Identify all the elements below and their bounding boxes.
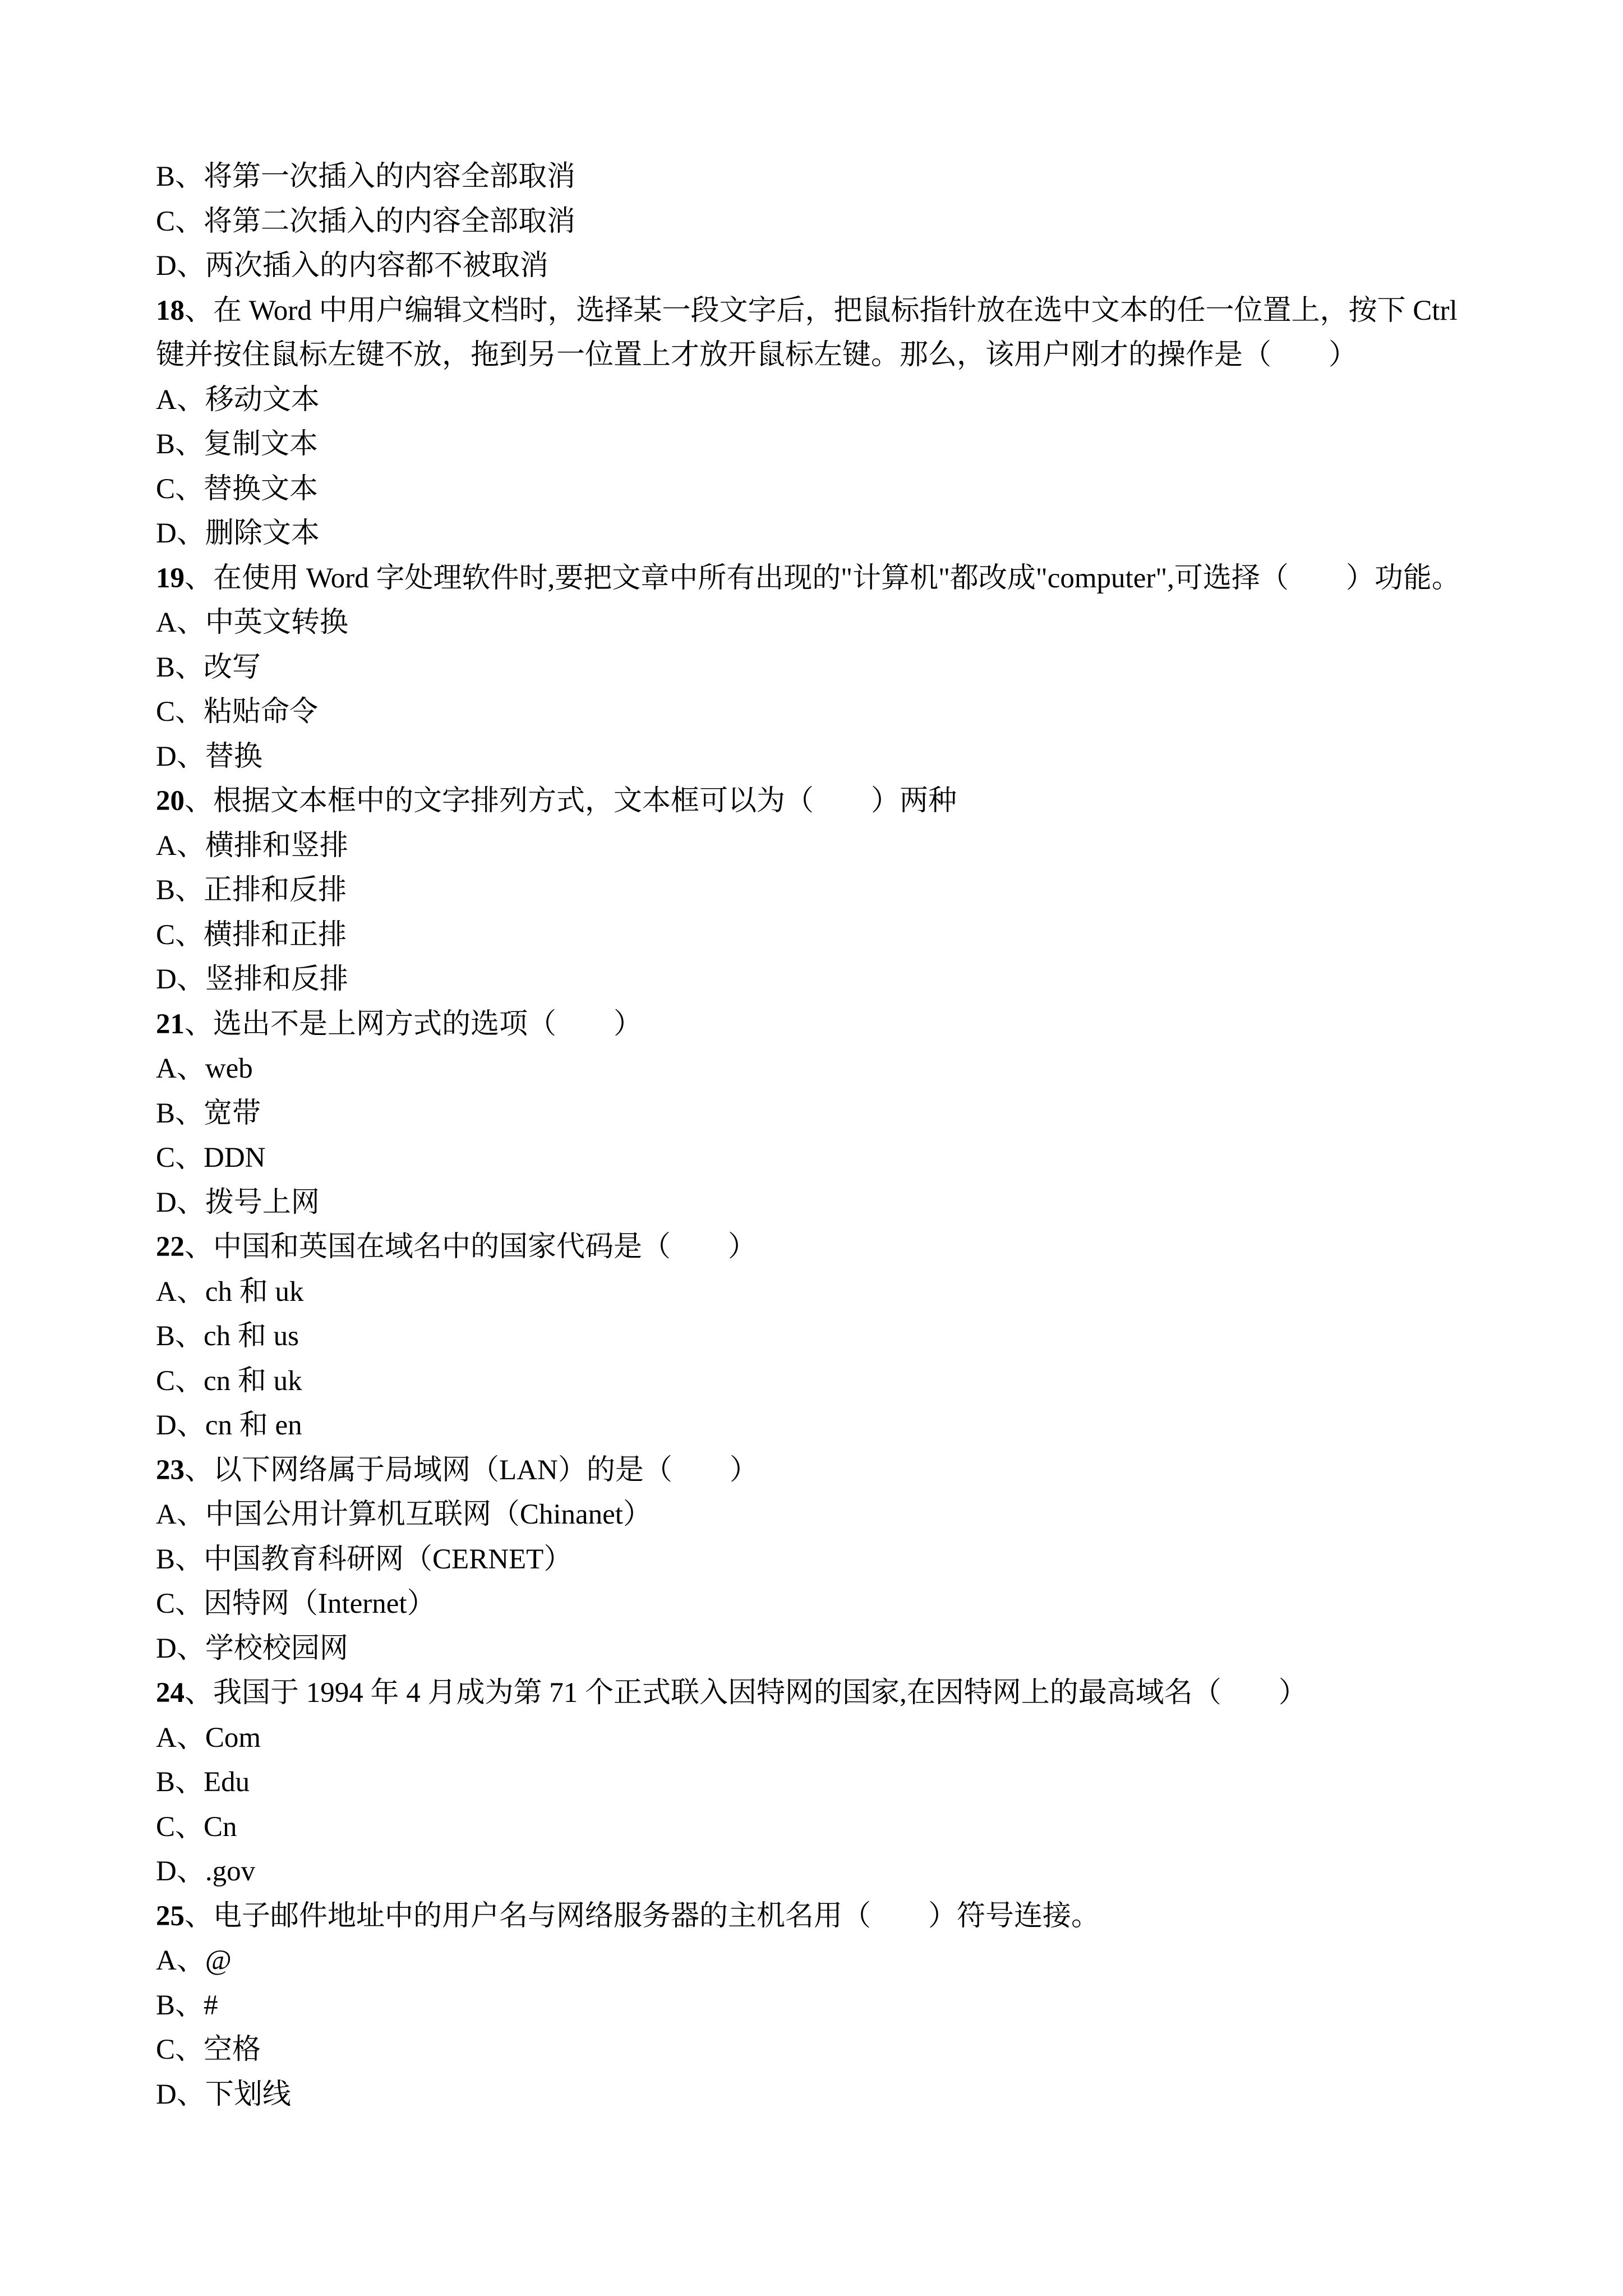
option-line: C、空格 [156,2034,261,2065]
option-line: C、Cn [156,1811,237,1843]
question-text [156,556,1479,601]
question-body: 、以下网络属于局域网（LAN）的是（ ） [185,1454,758,1486]
question-body: 、在使用 Word 字处理软件时,要把文章中所有出现的"计算机"都改成"computer",可选择（ ）功能。 [185,562,1460,594]
option-line: D、替换 [156,740,262,772]
option-line: D、cn 和 en [156,1410,302,1441]
option-line: D、两次插入的内容都不被取消 [156,250,548,282]
option-line: D、删除文本 [156,518,320,549]
question-number: 20 [156,785,185,817]
option-line: B、ch 和 us [156,1320,299,1352]
question-text [156,1671,1479,1716]
option-line: D、学校校园网 [156,1632,348,1664]
question-body: 、中国和英国在域名中的国家代码是（ ） [185,1231,757,1263]
option-line: A、ch 和 uk [156,1276,304,1308]
question-text [156,1225,1479,1270]
question-number: 25 [156,1900,185,1932]
option-line: D、.gov [156,1856,256,1887]
option-line: B、宽带 [156,1097,261,1129]
option-line: A、移动文本 [156,384,320,416]
option-line: B、Edu [156,1766,250,1798]
option-line: D、拨号上网 [156,1186,320,1218]
question-text [156,1894,1479,1939]
option-line: A、横排和竖排 [156,830,348,862]
question-text [156,1448,1479,1493]
question-body: 、在 Word 中用户编辑文档时，选择某一段文字后，把鼠标指针放在选中文本的任一位置上，按下 Ctrl 键并按住鼠标左键不放，拖到另一位置上才放开鼠标左键。那么，该用户刚才的操作是（ ） [156,295,1458,371]
option-line: D、竖排和反排 [156,964,348,995]
option-line: B、复制文本 [156,429,319,460]
question-body: 、电子邮件地址中的用户名与网络服务器的主机名用（ ）符号连接。 [185,1900,1100,1932]
question-number: 21 [156,1008,185,1040]
option-line: C、粘贴命令 [156,696,319,728]
question-list [156,155,1479,2117]
option-line: C、横排和正排 [156,919,347,951]
question-text [156,779,1479,824]
question-number: 19 [156,562,185,594]
option-line: C、DDN [156,1142,266,1174]
option-line: B、改写 [156,651,261,683]
option-line: B、正排和反排 [156,875,347,906]
question-number: 22 [156,1231,185,1263]
question-number: 23 [156,1454,185,1486]
question-text [156,1002,1479,1047]
option-line: A、中国公用计算机互联网（Chinanet） [156,1499,652,1530]
option-line: C、将第二次插入的内容全部取消 [156,205,576,237]
option-line: A、中英文转换 [156,607,348,638]
option-line: D、下划线 [156,2078,291,2110]
question-number: 18 [156,295,185,326]
option-line: C、因特网（Internet） [156,1588,436,1619]
question-body: 、我国于 1994 年 4 月成为第 71 个正式联入因特网的国家,在因特网上的最高域名（ ） [185,1677,1307,1709]
option-line: B、将第一次插入的内容全部取消 [156,161,576,192]
question-text [156,289,1479,378]
option-line: A、@ [156,1945,232,1976]
question-body: 、根据文本框中的文字排列方式，文本框可以为（ ）两种 [185,785,957,817]
option-line: C、替换文本 [156,473,319,505]
option-line: B、中国教育科研网（CERNET） [156,1543,573,1575]
question-number: 24 [156,1677,185,1709]
question-body: 、选出不是上网方式的选项（ ） [185,1008,643,1040]
option-line: A、web [156,1053,253,1084]
option-line: B、# [156,1989,218,2021]
option-line: A、Com [156,1722,261,1754]
option-line: C、cn 和 uk [156,1365,302,1397]
